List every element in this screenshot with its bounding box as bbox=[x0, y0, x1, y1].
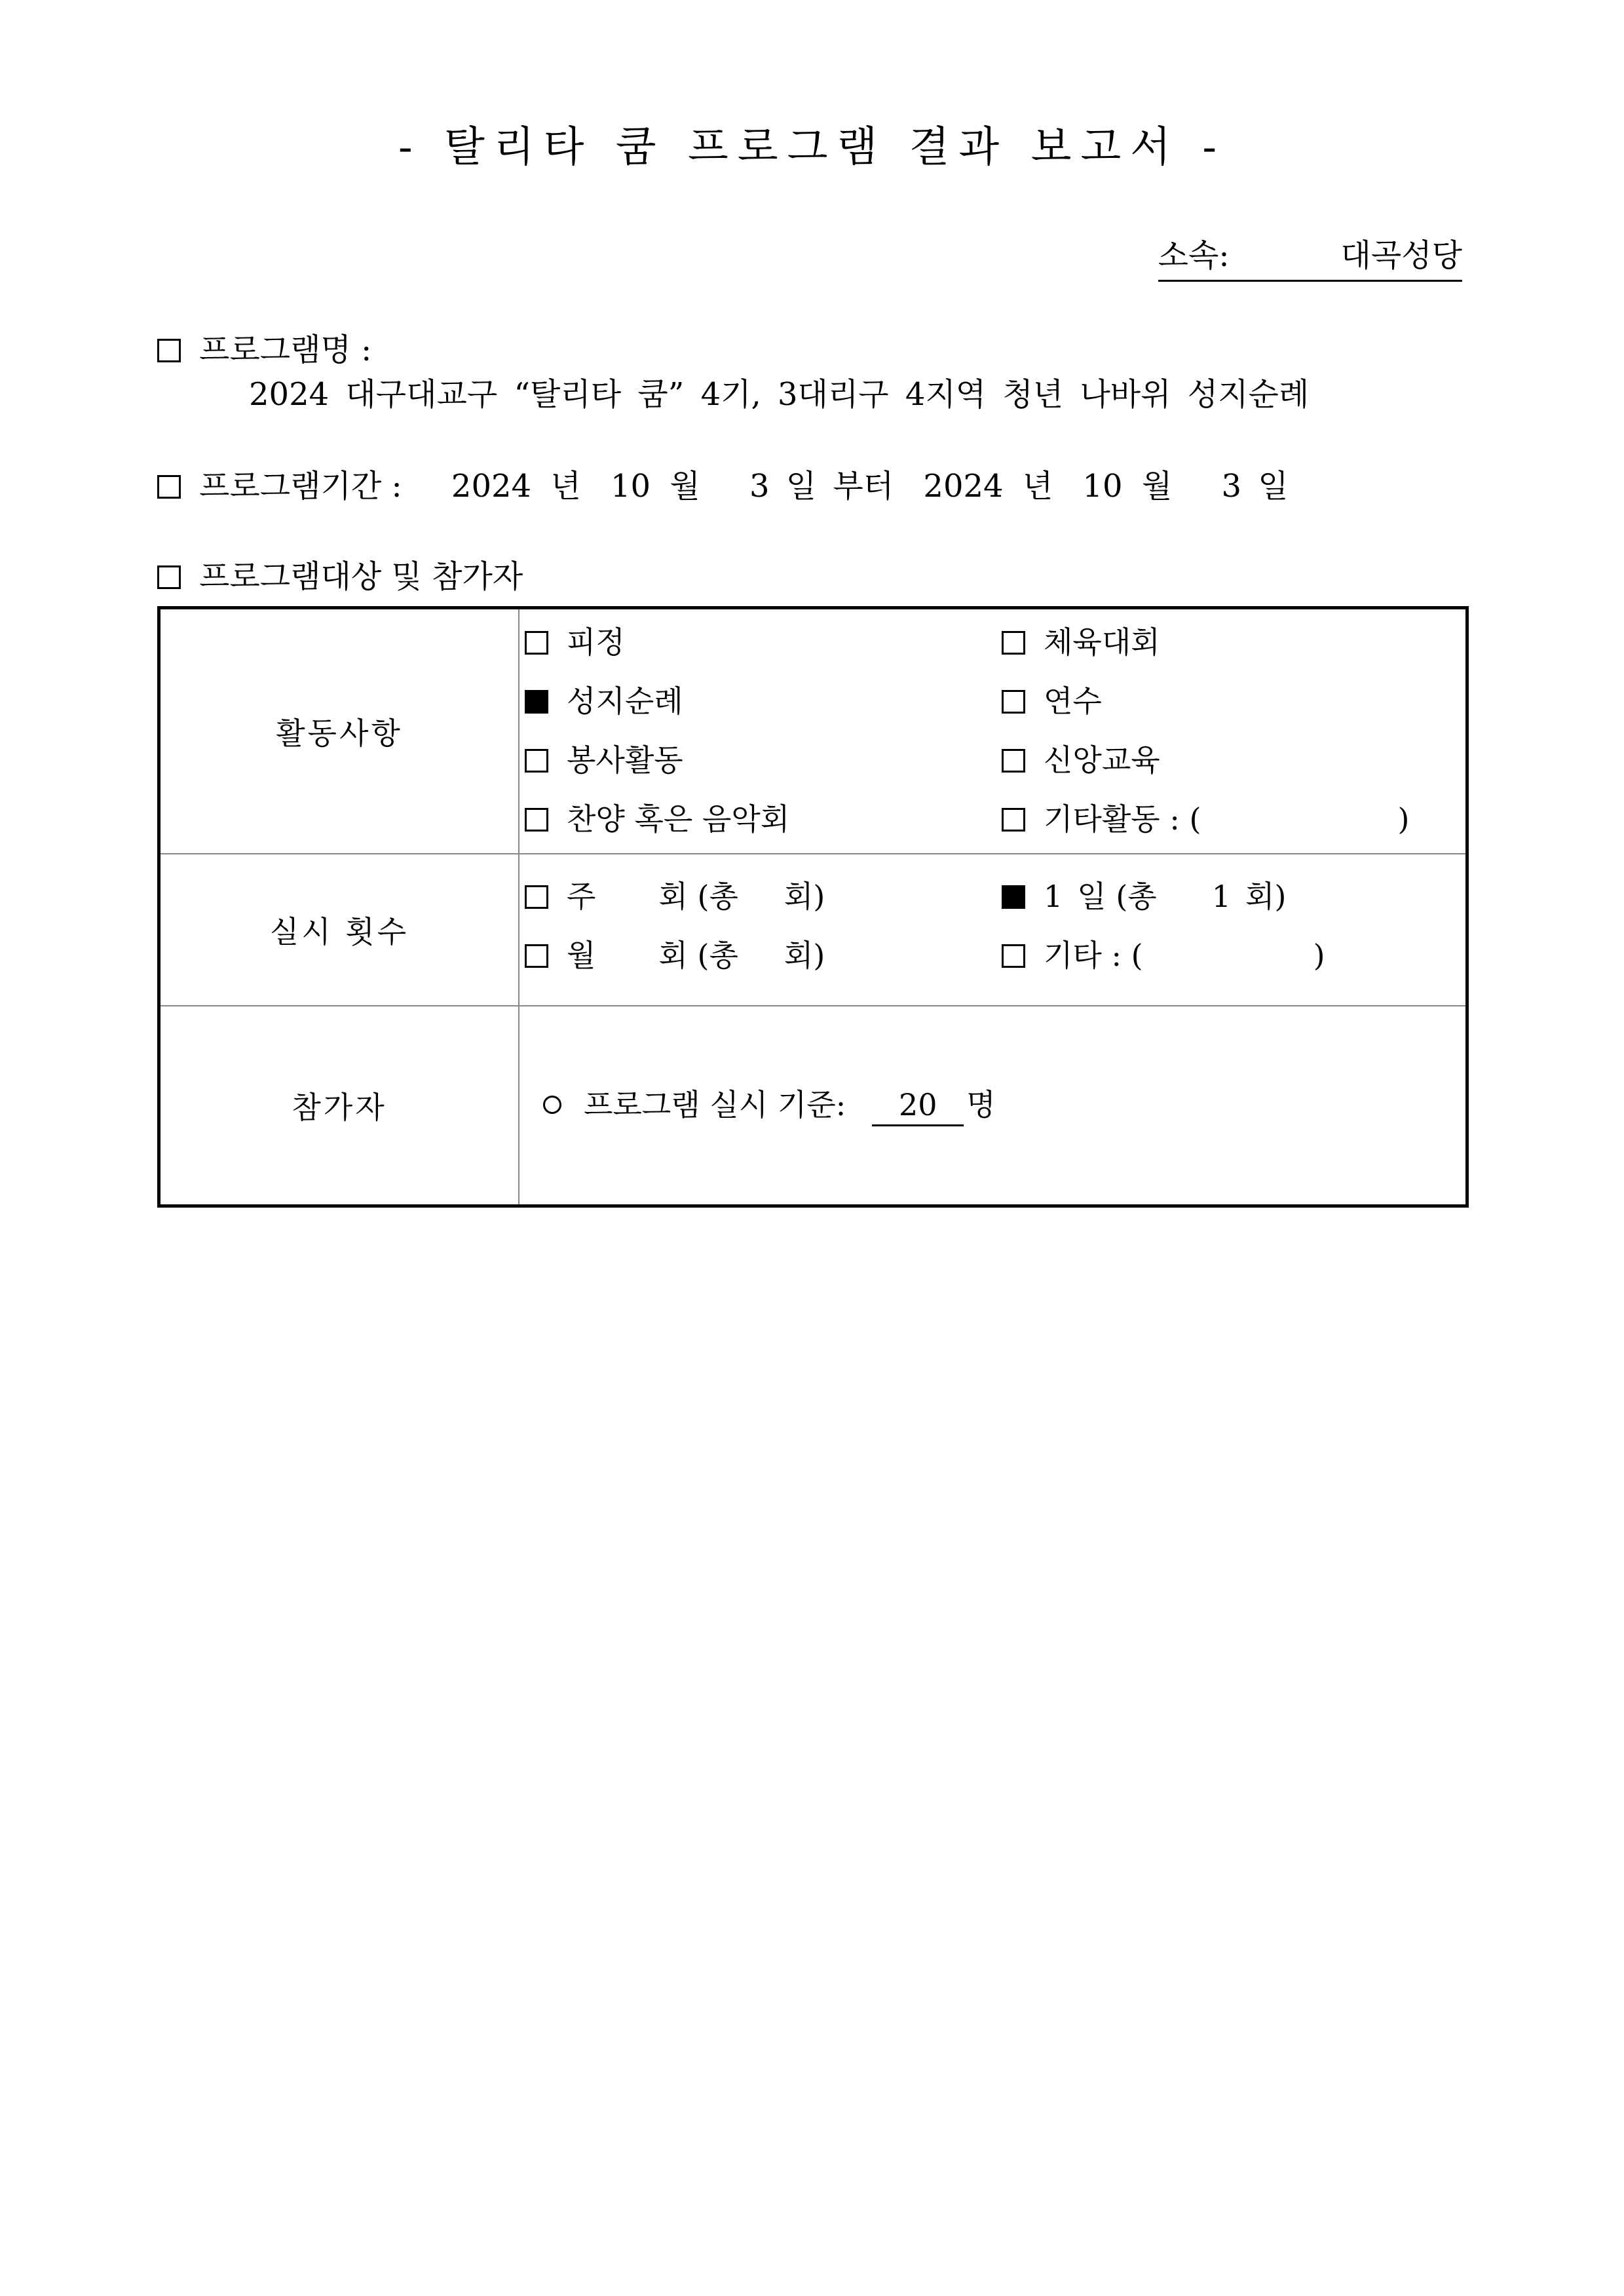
option-volunteer: 봉사활동 bbox=[525, 740, 683, 780]
option-training: 연수 bbox=[1002, 681, 1102, 721]
option-weekly: 주 회 (총 회) bbox=[525, 877, 825, 916]
option-other-activity: 기타활동 : ( ) bbox=[1002, 799, 1409, 839]
program-period bbox=[157, 465, 1289, 507]
day-unit: 일 bbox=[785, 468, 817, 505]
checkbox-icon[interactable] bbox=[525, 749, 548, 773]
target-label: 프로그램대상 및 참가자 bbox=[199, 558, 523, 595]
option-concert: 찬양 혹은 음악회 bbox=[525, 799, 789, 839]
checkbox-icon[interactable] bbox=[1002, 749, 1025, 773]
year-unit: 년 bbox=[550, 468, 581, 505]
program-name-label: 프로그램명 : bbox=[199, 332, 372, 368]
checkbox-icon[interactable] bbox=[1002, 944, 1025, 968]
program-name-value: 2024 대구대교구 “탈리타 쿰” 4기, 3대리구 4지역 청년 나바위 성지순례 bbox=[249, 376, 1310, 413]
participants-criteria bbox=[543, 1085, 996, 1126]
start-day: 3 bbox=[749, 468, 770, 505]
checked-box-icon[interactable] bbox=[1002, 885, 1025, 909]
checkbox-icon[interactable] bbox=[1002, 808, 1025, 832]
checkbox-icon[interactable] bbox=[525, 885, 548, 909]
affiliation-label: 소속: bbox=[1158, 237, 1230, 274]
end-year: 2024 bbox=[923, 468, 1004, 505]
checkbox-icon[interactable] bbox=[525, 631, 548, 655]
end-day: 3 bbox=[1221, 468, 1242, 505]
activities-options bbox=[519, 608, 1467, 854]
month-unit: 월 bbox=[670, 468, 700, 505]
program-name-heading bbox=[157, 329, 371, 371]
checked-box-icon[interactable] bbox=[525, 690, 548, 714]
day-unit: 일 bbox=[1258, 468, 1289, 505]
checkbox-icon bbox=[157, 475, 181, 499]
participant-unit: 명 bbox=[966, 1086, 996, 1122]
frequency-label: 실시 횟수 bbox=[159, 854, 519, 1006]
participants-row bbox=[159, 1006, 1467, 1206]
start-month: 10 bbox=[610, 468, 651, 505]
document-title: - 탈리타 쿰 프로그램 결과 보고서 - bbox=[398, 123, 1226, 172]
option-daily: 1 일 (총 1 회) bbox=[1002, 877, 1286, 916]
checkbox-icon bbox=[157, 339, 181, 362]
option-pilgrimage: 성지순례 bbox=[525, 681, 683, 721]
frequency-options bbox=[519, 854, 1467, 1006]
checkbox-icon[interactable] bbox=[525, 944, 548, 968]
checkbox-icon[interactable] bbox=[1002, 631, 1025, 655]
month-unit: 월 bbox=[1141, 468, 1173, 505]
option-other-frequency: 기타 : ( ) bbox=[1002, 936, 1325, 975]
option-sports: 체육대회 bbox=[1002, 622, 1160, 662]
checkbox-icon[interactable] bbox=[1002, 690, 1025, 714]
program-period-label: 프로그램기간 : bbox=[199, 468, 402, 505]
target-heading bbox=[157, 556, 523, 598]
checkbox-icon bbox=[157, 565, 181, 589]
year-unit: 년 bbox=[1022, 468, 1053, 505]
start-year: 2024 bbox=[451, 468, 532, 505]
participants-cell bbox=[519, 1006, 1467, 1206]
program-table bbox=[157, 606, 1469, 1208]
frequency-row bbox=[159, 854, 1467, 1006]
option-faith-education: 신앙교육 bbox=[1002, 740, 1160, 780]
participants-label: 참가자 bbox=[159, 1006, 519, 1206]
checkbox-icon[interactable] bbox=[525, 808, 548, 832]
participant-count[interactable]: 20 bbox=[872, 1085, 964, 1126]
activities-label: 활동사항 bbox=[159, 608, 519, 854]
end-month: 10 bbox=[1082, 468, 1123, 505]
affiliation-value: 대곡성당 bbox=[1340, 237, 1462, 274]
from-text: 부터 bbox=[833, 468, 894, 505]
option-monthly: 월 회 (총 회) bbox=[525, 936, 825, 975]
option-retreat: 피정 bbox=[525, 622, 625, 662]
affiliation bbox=[1158, 233, 1462, 282]
circle-bullet-icon bbox=[543, 1096, 561, 1114]
criteria-label: 프로그램 실시 기준: bbox=[584, 1086, 846, 1122]
activities-row bbox=[159, 608, 1467, 854]
